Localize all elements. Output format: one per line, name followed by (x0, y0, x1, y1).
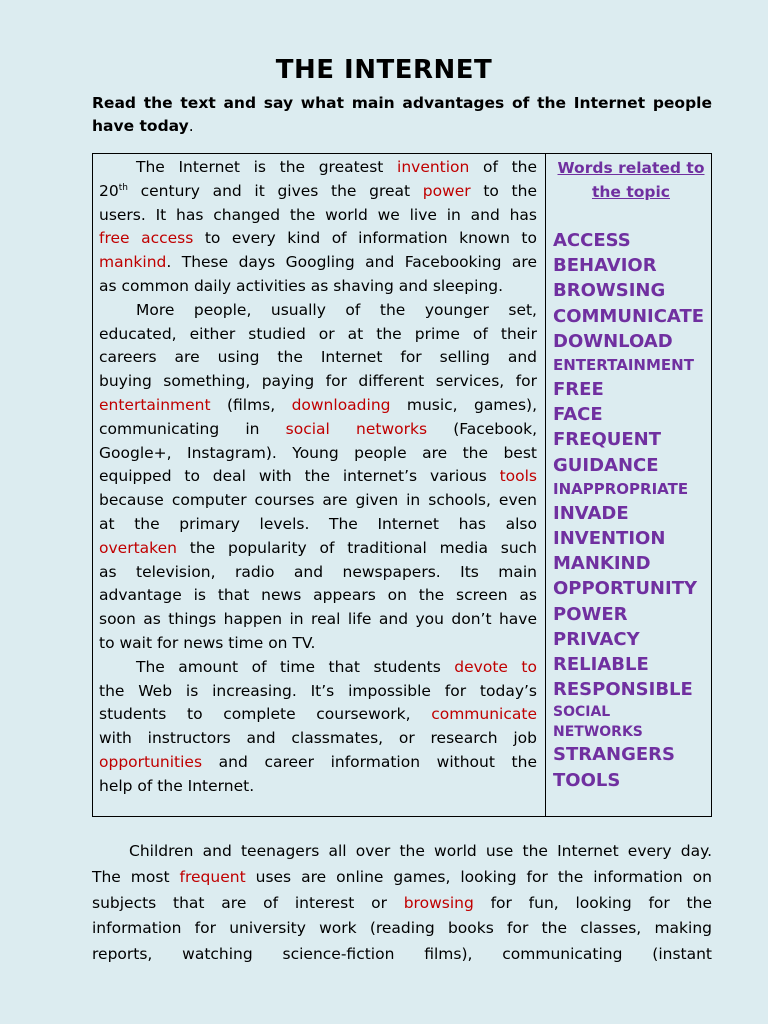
text-box (92, 153, 712, 817)
vocabulary-word: PRIVACY (553, 628, 640, 650)
vocabulary-word: STRANGERS (553, 744, 675, 766)
vocabulary-list (553, 228, 709, 793)
highlight-word: invention (397, 158, 470, 176)
text-line: More people, usually of the younger set, (136, 300, 537, 319)
instruction-line-1: Read the text and say what main advantages of the Internet people (92, 94, 712, 112)
highlight-word: power (422, 181, 471, 200)
text-line: buying something, paying for different services, for (99, 372, 537, 391)
vocabulary-word: INVADE (553, 502, 629, 524)
vocabulary-word: BROWSING (553, 280, 666, 302)
text-line: advantage is that news appears on the screen as (99, 586, 537, 605)
text-line: equipped to deal with the internet’s various tools (99, 467, 537, 486)
highlight-word: browsing (403, 893, 474, 912)
text-line: The amount of time that students devote to (136, 657, 537, 676)
text-line: educated, either studied or at the prime of their (99, 324, 537, 343)
vocabulary-word: RESPONSIBLE (553, 679, 693, 701)
text-line: The Internet is the greatest invention of the (136, 158, 538, 176)
text-line: Google+, Instagram). Young people are the best (99, 443, 537, 462)
text-line: opportunities and career information without the (99, 752, 537, 771)
vocabulary-word: COMMUNICATE (553, 305, 705, 327)
instruction (92, 92, 712, 138)
text-line: students to complete coursework, communicate (99, 705, 537, 724)
vocabulary-word: NETWORKS (553, 724, 643, 741)
text-line: careers are using the Internet for selling and (99, 348, 537, 367)
text-line: the Web is increasing. It’s impossible for today’s (99, 681, 537, 700)
vocabulary-word: RELIABLE (553, 654, 649, 676)
vocabulary-word: ACCESS (553, 230, 631, 251)
vocabulary-word: DOWNLOAD (553, 330, 673, 352)
text-line: 20th century and it gives the great power to the (99, 181, 537, 200)
text-line: because computer courses are given in schools, even (99, 491, 537, 510)
highlight-word: tools (499, 467, 537, 486)
text-line: overtaken the popularity of traditional media such (99, 538, 537, 557)
vocabulary-word: FACE (553, 404, 603, 426)
text-line: mankind. These days Googling and Facebooking are (99, 253, 537, 272)
highlight-word: free access (99, 229, 194, 248)
text-line: entertainment (films, downloading music, games), (99, 395, 537, 414)
vocabulary-word: SOCIAL (553, 704, 611, 721)
text-line: Children and teenagers all over the world use the Internet every day. (129, 842, 712, 860)
main-text (99, 156, 537, 799)
text-line: with instructors and classmates, or research job (99, 729, 537, 748)
text-line: as television, radio and newspapers. Its main (99, 562, 537, 581)
highlight-word: mankind (99, 253, 167, 272)
vocabulary-word: TOOLS (553, 769, 621, 791)
highlight-word: social networks (285, 419, 428, 438)
text-line: The most frequent uses are online games, looking for the information on (92, 867, 712, 886)
text-line: soon as things happen in real life and you don’t have (99, 610, 537, 629)
highlight-word: devote to (454, 657, 537, 676)
highlight-word: frequent (179, 867, 246, 886)
text-line: as common daily activities as shaving and sleeping. (99, 276, 504, 295)
page-title: THE INTERNET (275, 55, 493, 85)
vocabulary-word: ENTERTAINMENT (553, 356, 694, 375)
text-line: to wait for news time on TV. (99, 633, 316, 652)
text-line: help of the Internet. (99, 776, 255, 795)
text-line: information for university work (reading books for the classes, making (92, 919, 712, 938)
highlight-word: overtaken (99, 538, 177, 557)
vocabulary-word: OPPORTUNITY (553, 578, 698, 600)
instruction-line-2: have today (92, 117, 189, 135)
vocabulary-word: MANKIND (553, 553, 651, 575)
column-divider (545, 154, 546, 816)
vocabulary-column (553, 156, 709, 793)
highlight-word: communicate (431, 705, 537, 724)
highlight-word: entertainment (99, 395, 211, 414)
text-line: at the primary levels. The Internet has also (99, 514, 537, 533)
vocabulary-word: GUIDANCE (553, 454, 659, 476)
second-paragraph (92, 839, 712, 968)
text-line: reports, watching science-fiction films), communicating (instant (92, 945, 712, 964)
text-line: users. It has changed the world we live in and has (99, 205, 537, 224)
vocabulary-word: INVENTION (553, 528, 666, 550)
vocabulary-header: Words related to the topic (557, 159, 705, 201)
vocabulary-word: FREE (553, 379, 604, 401)
highlight-word: opportunities (99, 752, 203, 771)
vocabulary-word: BEHAVIOR (553, 255, 657, 277)
text-line: communicating in social networks (Facebook, (99, 419, 538, 438)
text-line: subjects that are of interest or browsing for fun, looking for the (92, 893, 712, 912)
highlight-word: downloading (291, 395, 391, 414)
text-line: free access to every kind of information known to (99, 229, 537, 248)
vocabulary-word: POWER (553, 603, 628, 625)
vocabulary-word: INAPPROPRIATE (553, 479, 689, 498)
vocabulary-word: FREQUENT (553, 429, 662, 451)
instruction-period: . (188, 117, 194, 135)
